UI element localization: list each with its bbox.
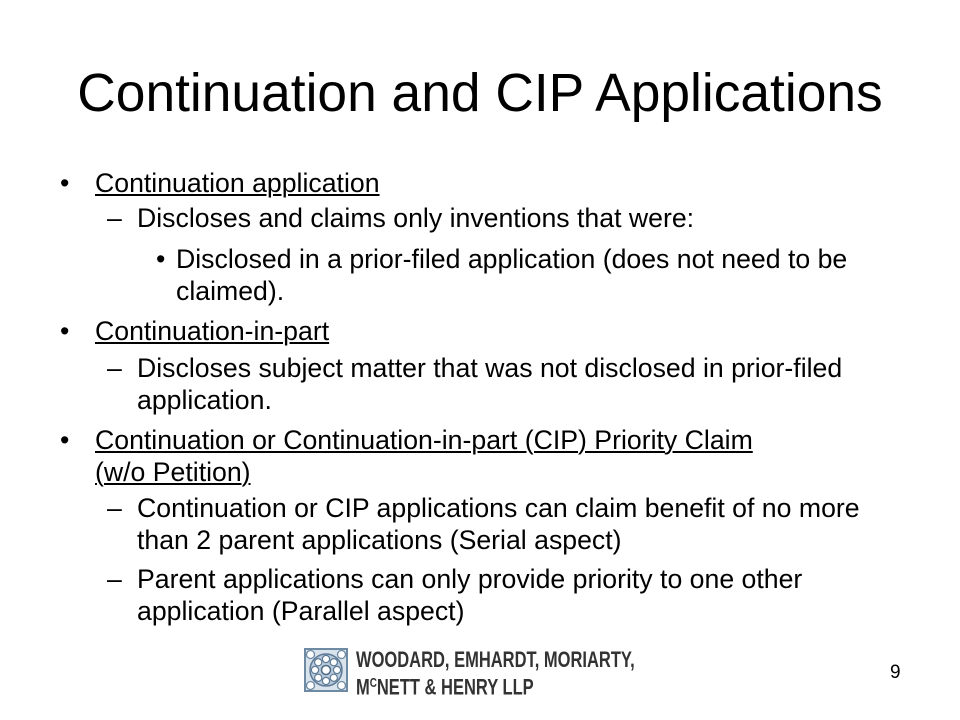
bullet-priority-claim [0, 424, 753, 488]
sub-bullet-serial-aspect [0, 492, 860, 556]
bullet-text-line: Continuation or Continuation-in-part (CIP) Priority Claim [95, 425, 753, 455]
sub-bullet-discloses-and-claims [0, 202, 694, 234]
firm-logo-graphic [304, 648, 348, 692]
firm-name-line-1: WOODARD, EMHARDT, MORIARTY, [356, 647, 635, 672]
bullet-marker: • [60, 316, 70, 346]
sub-bullet-text-line: Parent applications can only provide priority to one other [137, 564, 803, 594]
sub-sub-bullet-text-line: claimed). [176, 276, 285, 306]
sub-sub-bullet-text-line: Disclosed in a prior-filed application (does not need to be [176, 244, 848, 274]
sub-bullet-text-line: Discloses and claims only inventions that were: [137, 203, 695, 233]
bullet-text-line: Continuation application [95, 168, 380, 198]
bullet-continuation-in-part [0, 315, 329, 347]
bullet-continuation-application [0, 167, 380, 199]
sub-bullet-text-line: Continuation or CIP applications can claim benefit of no more [137, 493, 860, 523]
bullet-marker: • [60, 425, 70, 455]
dash-marker: – [107, 203, 122, 233]
bullet-marker: • [156, 244, 166, 274]
dash-marker: – [107, 564, 122, 594]
bullet-marker: • [60, 168, 70, 198]
sub-bullet-text-line: Discloses subject matter that was not disclosed in prior-filed [137, 353, 843, 383]
sub-bullet-text-line: application (Parallel aspect) [137, 596, 465, 626]
page-number: 9 [890, 662, 901, 683]
bullet-text-line: Continuation-in-part [95, 316, 330, 346]
sub-bullet-discloses-subject-matter [0, 352, 842, 416]
bullet-text-line: (w/o Petition) [95, 457, 251, 487]
sub-bullet-parallel-aspect [0, 563, 802, 627]
firm-name-superscript-letter: C [369, 675, 377, 690]
sub-sub-bullet-disclosed-in-prior [0, 243, 847, 307]
sub-bullet-text-line: than 2 parent applications (Serial aspect) [137, 525, 622, 555]
sub-bullet-text-line: application. [137, 385, 272, 415]
slide-title: Continuation and CIP Applications [77, 64, 883, 123]
dash-marker: – [107, 353, 122, 383]
firm-logo-icon [304, 648, 348, 692]
firm-name-line-2: $M^CNETT$ & HENRY LLP [356, 674, 534, 700]
dash-marker: – [107, 493, 122, 523]
